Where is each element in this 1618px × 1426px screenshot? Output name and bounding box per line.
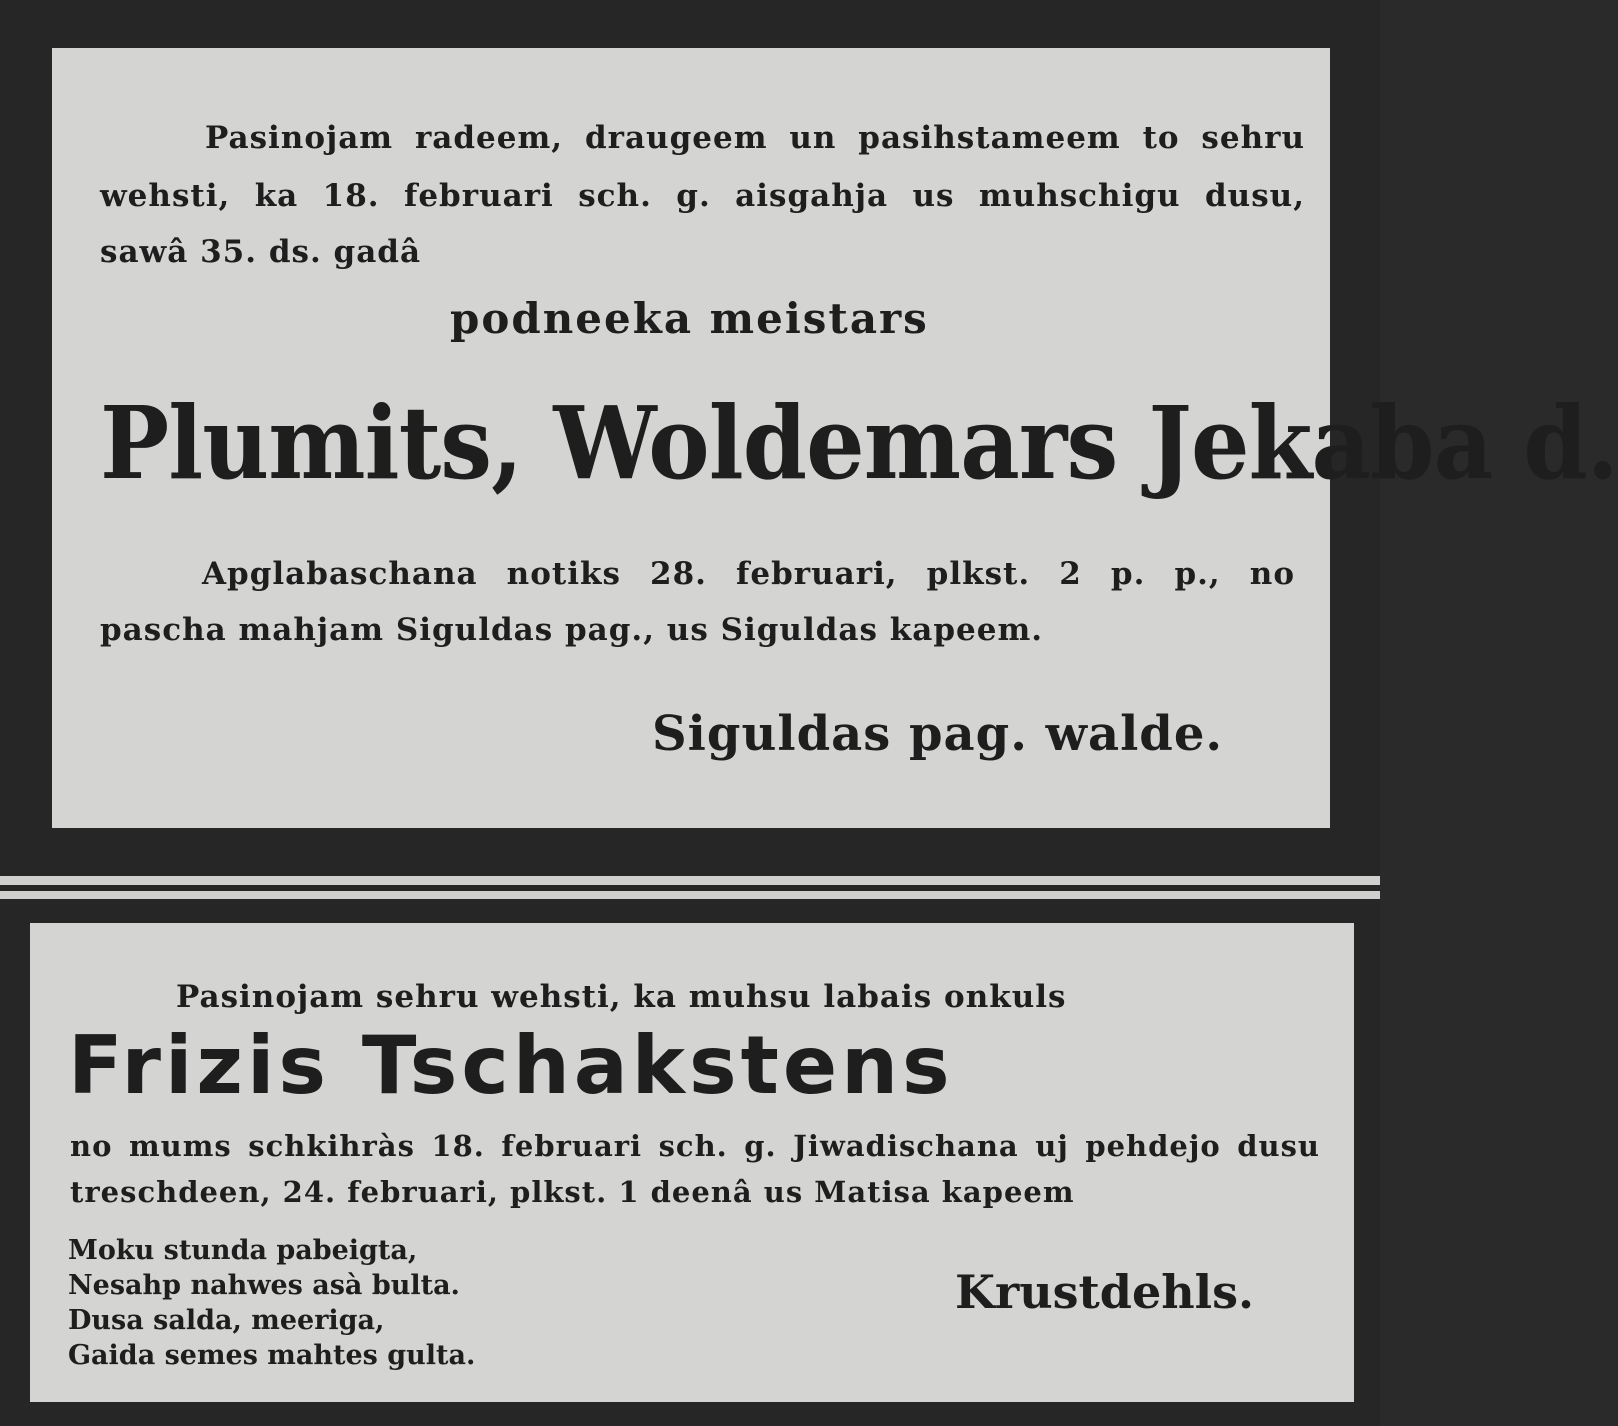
notice1-line2: wehsti, ka 18. februari sch. g. aisgahja us muhschigu dusu, xyxy=(100,178,1305,214)
notice2-intro: Pasinojam sehru wehsti, ka muhsu labais onkuls xyxy=(176,979,1067,1015)
verse-line-3: Dusa salda, meeriga, xyxy=(68,1305,385,1336)
notice2-deceased-name: Frizis Tschakstens xyxy=(68,1019,954,1112)
notice1-line3: sawâ 35. ds. gadâ xyxy=(100,234,422,270)
verse-line-4: Gaida semes mahtes gulta. xyxy=(68,1340,476,1371)
notice1-burial-line1: Apglabaschana notiks 28. februari, plkst. 2 p. p., no xyxy=(202,556,1295,592)
left-border-upper xyxy=(0,48,52,828)
notice2-verse xyxy=(68,1233,475,1373)
notice2-line2: treschdeen, 24. februari, plkst. 1 deenâ us Matisa kapeem xyxy=(70,1175,1075,1209)
notice1-signature: Siguldas pag. walde. xyxy=(652,706,1224,762)
notice2-line1: no mums schkihràs 18. februari sch. g. Jiwadischana uj pehdejo dusu xyxy=(70,1129,1320,1163)
right-border-lower xyxy=(1354,923,1380,1402)
top-border xyxy=(0,0,1380,48)
divider-border xyxy=(0,828,1380,876)
notice1-deceased-name: Plumits, Woldemars Jekaba d. xyxy=(100,384,1618,502)
divider-rule xyxy=(0,885,1380,891)
notice1-line1: Pasinojam radeem, draugeem un pasihstameem to sehru xyxy=(205,120,1305,156)
verse-line-1: Moku stunda pabeigta, xyxy=(68,1235,418,1266)
verse-line-2: Nesahp nahwes asà bulta. xyxy=(68,1270,460,1301)
notice1-occupation: podneeka meistars xyxy=(450,294,929,343)
obituary-notice-1 xyxy=(52,48,1618,828)
left-border-lower xyxy=(0,923,30,1402)
obituary-notice-2 xyxy=(30,923,1354,1402)
divider-border-lower xyxy=(0,899,1380,923)
notice1-burial-line2: pascha mahjam Siguldas pag., us Siguldas kapeem. xyxy=(100,612,1044,648)
bottom-border xyxy=(0,1402,1380,1426)
notice2-signature: Krustdehls. xyxy=(955,1265,1255,1319)
